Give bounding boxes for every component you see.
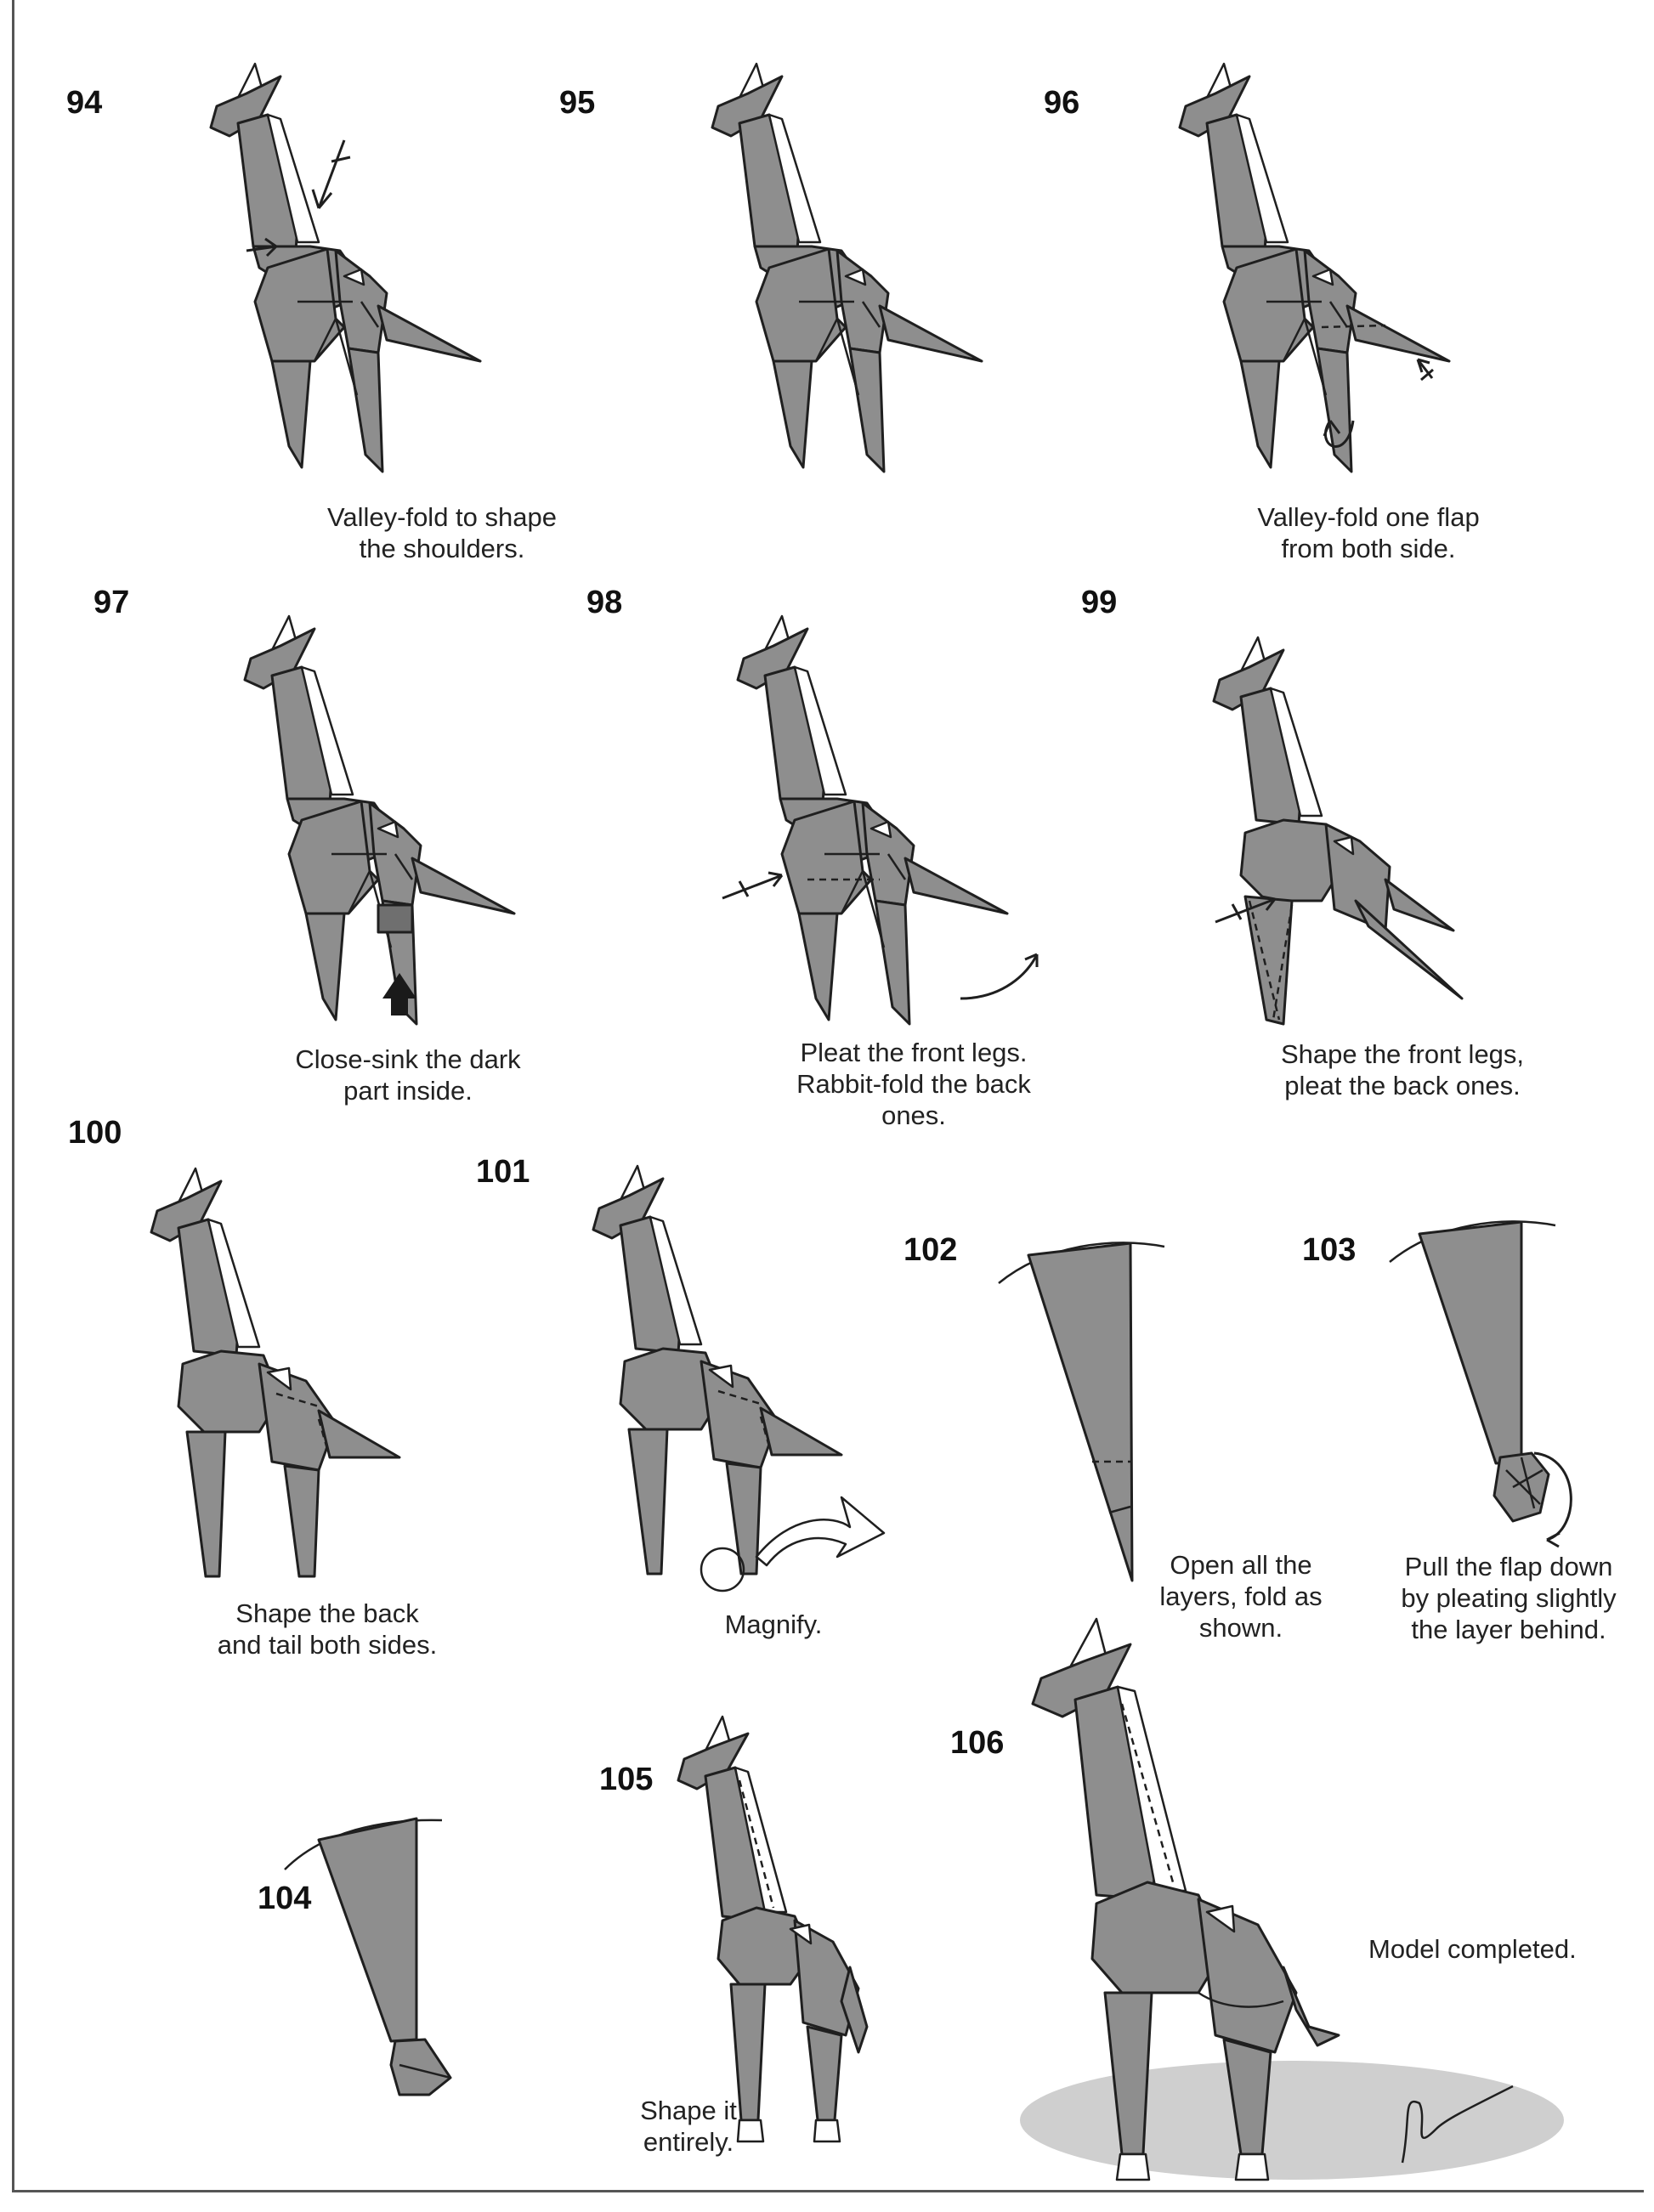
giraffe-step-106-diagram: [1003, 1610, 1564, 2197]
step-number-96: 96: [1044, 85, 1080, 121]
step-number-94: 94: [66, 85, 103, 121]
giraffe-step-97-diagram: [195, 599, 569, 1041]
step-number-102: 102: [903, 1232, 958, 1268]
step-number-100: 100: [68, 1115, 122, 1151]
giraffe-step-95-diagram: [663, 47, 1037, 489]
step-number-103: 103: [1302, 1232, 1357, 1268]
step-102-caption: Open all the layers, fold as shown.: [1159, 1550, 1323, 1643]
giraffe-step-94-diagram: [161, 47, 535, 489]
step-96-caption: Valley-fold one flap from both side.: [1257, 502, 1480, 563]
step-number-97: 97: [93, 585, 130, 620]
flap-step-104-diagram: [280, 1810, 484, 2124]
step-99-caption: Shape the front legs, pleat the back ones.: [1280, 1039, 1525, 1100]
flap-step-102-diagram: [994, 1236, 1215, 1593]
giraffe-step-99-diagram: [1164, 620, 1538, 1062]
step-number-99: 99: [1081, 585, 1118, 620]
step-101-caption: Magnify.: [724, 1609, 823, 1639]
step-97-caption: Close-sink the dark part inside.: [295, 1044, 521, 1106]
flap-step-103-diagram: [1385, 1215, 1606, 1547]
giraffe-step-98-diagram: [688, 599, 1062, 1041]
step-94-caption: Valley-fold to shape the shoulders.: [327, 502, 557, 563]
step-98-caption: Pleat the front legs. Rabbit-fold the back ones.: [796, 1038, 1031, 1130]
giraffe-step-96-diagram: [1130, 47, 1504, 489]
giraffe-step-101-diagram: [544, 1149, 918, 1591]
step-103-caption: Pull the flap down by pleating slightly the layer behind.: [1401, 1552, 1617, 1644]
step-100-caption: Shape the back and tail both sides.: [217, 1598, 438, 1660]
step-number-105: 105: [599, 1762, 654, 1797]
step-105-caption: Shape it entirely.: [640, 2096, 737, 2157]
step-number-98: 98: [586, 585, 623, 620]
step-number-104: 104: [258, 1881, 312, 1916]
step-number-106: 106: [950, 1725, 1005, 1761]
step-106-caption: Model completed.: [1368, 1934, 1577, 1964]
giraffe-step-100-diagram: [102, 1151, 476, 1593]
step-number-101: 101: [476, 1154, 530, 1190]
step-number-95: 95: [559, 85, 596, 121]
